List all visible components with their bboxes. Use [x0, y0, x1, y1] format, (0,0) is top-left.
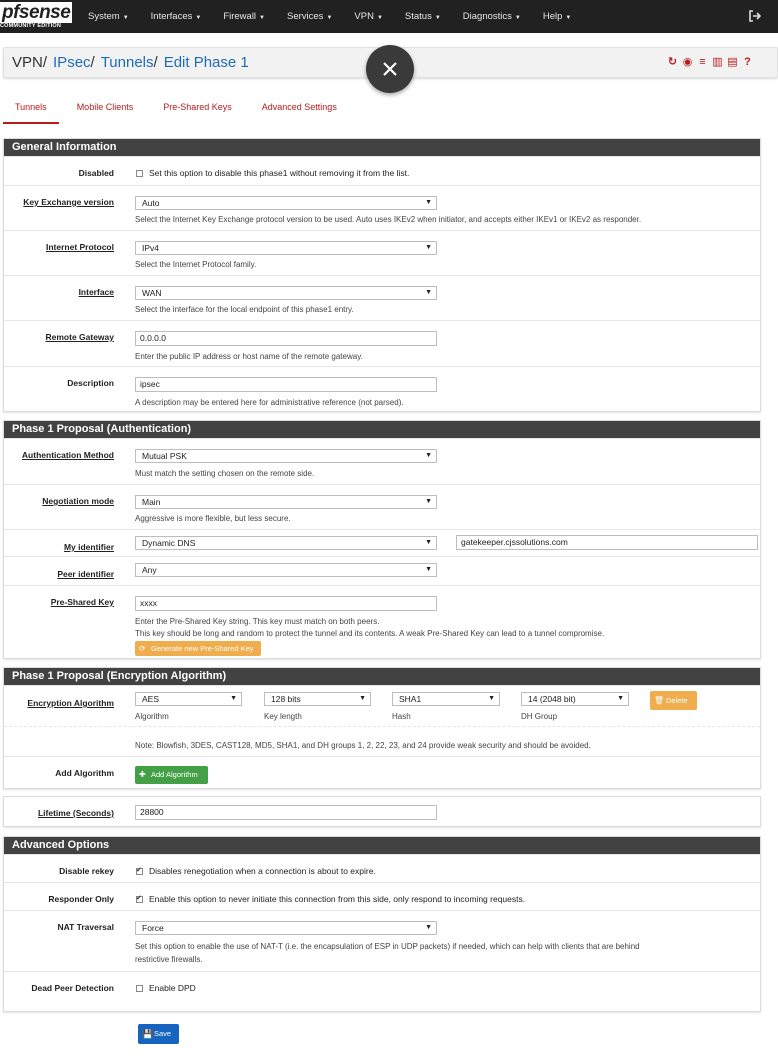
tab-advanced-settings[interactable]: Advanced Settings [261, 102, 337, 112]
dpd-checkbox[interactable] [136, 985, 143, 992]
caret-down-icon: ▼ [514, 15, 521, 21]
select-value: Any [142, 565, 157, 575]
breadcrumb-separator: / [42, 54, 48, 71]
nav-services[interactable] [287, 0, 332, 33]
button-label: Delete [666, 696, 688, 705]
panel-title: Phase 1 Proposal (Authentication) [4, 421, 760, 438]
nav-firewall[interactable] [223, 0, 265, 33]
settings-sliders-icon[interactable]: ≡ [699, 56, 706, 68]
caret-down-icon: ▼ [122, 15, 129, 21]
advanced-options-panel [3, 836, 761, 1012]
nav-status[interactable] [405, 0, 441, 33]
auth-method-label: Authentication Method [21, 450, 114, 460]
remote-gateway-label: Remote Gateway [45, 332, 114, 342]
stop-service-icon[interactable]: ◉ [682, 56, 693, 68]
caret-down-icon: ▼ [326, 15, 333, 21]
disable-rekey-checkbox[interactable] [136, 868, 143, 875]
responder-only-label: Responder Only [48, 894, 114, 904]
negotiation-mode-select[interactable] [135, 495, 437, 509]
caret-down-icon: ▼ [425, 566, 432, 573]
restart-service-icon[interactable]: ↻ [667, 56, 678, 68]
caret-down-icon: ▼ [425, 199, 432, 206]
my-identifier-label: My identifier [63, 542, 114, 552]
dpd-label: Dead Peer Detection [31, 983, 114, 993]
nat-traversal-select[interactable] [135, 921, 437, 935]
panel-title: General Information [4, 139, 760, 156]
caret-down-icon: ▼ [617, 695, 624, 702]
button-label: Generate new Pre-Shared Key [151, 644, 254, 653]
nav-label: Firewall [223, 11, 257, 22]
dh-group-sublabel: DH Group [521, 712, 558, 721]
caret-down-icon: ▼ [425, 289, 432, 296]
nav-system[interactable] [88, 0, 129, 33]
button-label: Save [154, 1029, 172, 1038]
caret-down-icon: ▼ [425, 924, 432, 931]
responder-only-checkbox[interactable] [136, 896, 143, 903]
caret-down-icon: ▼ [425, 452, 432, 459]
disabled-label: Disabled [78, 168, 114, 178]
logo-main-text: pfsense [2, 2, 71, 23]
key-length-select[interactable] [264, 692, 371, 706]
key-exchange-label: Key Exchange version [23, 197, 114, 207]
encryption-note-row [4, 726, 760, 756]
auth-method-help: Must match the setting chosen on the remote side. [135, 469, 315, 478]
add-algorithm-button[interactable] [135, 766, 208, 784]
key-exchange-help: Select the Internet Key Exchange protocol version to be used. Auto uses IKEv2 when initiator, and accepts either IKEv1 or IKEv2 as responder. [135, 215, 642, 224]
breadcrumb-edit-phase1[interactable]: Edit Phase 1 [163, 54, 249, 71]
negotiation-mode-row [4, 484, 760, 529]
peer-identifier-select[interactable] [135, 563, 437, 577]
psk-help-line1: Enter the Pre-Shared Key string. This key must match on both peers. [135, 617, 380, 626]
nav-vpn[interactable] [354, 0, 383, 33]
breadcrumb-icons [667, 57, 753, 68]
negotiation-mode-label: Negotiation mode [42, 496, 114, 506]
interface-label: Interface [78, 287, 114, 297]
caret-down-icon: ▼ [376, 15, 383, 21]
key-exchange-row [4, 185, 760, 230]
select-value: Mutual PSK [142, 451, 187, 461]
add-algorithm-label: Add Algorithm [55, 768, 114, 778]
logo-main [0, 2, 72, 24]
nav-label: Diagnostics [462, 11, 512, 22]
description-input[interactable]: ipsec [135, 377, 437, 392]
save-button[interactable] [138, 1024, 179, 1044]
interface-help: Select the interface for the local endpoint of this phase1 entry. [135, 305, 354, 314]
add-algorithm-row [4, 756, 760, 789]
interface-row [4, 275, 760, 320]
disabled-row [4, 156, 760, 185]
disabled-checkbox[interactable] [136, 170, 143, 177]
hash-select[interactable] [392, 692, 500, 706]
caret-down-icon: ▼ [488, 695, 495, 702]
nat-traversal-row [4, 910, 760, 971]
encryption-note: Note: Blowfish, 3DES, CAST128, MD5, SHA1, and DH groups 1, 2, 22, 23, and 24 provide weak security and should be avoided. [135, 741, 591, 750]
nav-help[interactable] [543, 0, 572, 33]
close-icon [382, 61, 398, 77]
psk-help-line2: This key should be long and random to protect the tunnel and its contents. A weak Pre-Shared Key can lead to a tunnel compromise. [135, 629, 605, 638]
logout-icon[interactable] [748, 9, 762, 23]
responder-only-text: Enable this option to never initiate this connection from this side, only respond to incoming requests. [149, 894, 526, 904]
select-value: WAN [142, 288, 162, 298]
internet-protocol-help: Select the Internet Protocol family. [135, 260, 257, 269]
nav-diagnostics[interactable] [463, 0, 521, 33]
encryption-algorithm-row [4, 685, 760, 726]
my-identifier-select[interactable] [135, 536, 437, 550]
pre-shared-key-row [4, 585, 760, 659]
select-value: Auto [142, 198, 160, 208]
trash-icon: 🗑 [654, 696, 665, 705]
nav-interfaces[interactable] [151, 0, 202, 33]
breadcrumb [12, 54, 249, 71]
interface-select[interactable] [135, 286, 437, 300]
tab-tunnels[interactable]: Tunnels [3, 98, 59, 124]
peer-identifier-row [4, 556, 760, 585]
internet-protocol-select[interactable] [135, 241, 437, 255]
close-button[interactable] [366, 45, 414, 93]
nav-label: Services [287, 11, 324, 22]
remote-gateway-input[interactable]: 0.0.0.0 [135, 331, 437, 346]
lifetime-input[interactable]: 28800 [135, 805, 437, 820]
phase1-encryption-panel [3, 667, 761, 789]
select-value: SHA1 [399, 694, 422, 704]
button-label: Add Algorithm [151, 770, 198, 779]
description-label: Description [67, 378, 114, 388]
internet-protocol-label: Internet Protocol [45, 242, 114, 252]
caret-down-icon: ▼ [425, 498, 432, 505]
nat-help-line1: Set this option to enable the use of NAT-T (i.e. the encapsulation of ESP in UDP packets) if needed, which can help with clients that are behind [135, 942, 640, 951]
breadcrumb-separator: / [90, 54, 95, 71]
peer-identifier-label: Peer identifier [57, 569, 114, 579]
generate-psk-button[interactable] [135, 641, 261, 656]
floppy-disk-icon: 💾 [142, 1029, 154, 1039]
responder-only-row [4, 882, 760, 910]
disable-rekey-row [4, 854, 760, 882]
log-icon[interactable]: ▤ [727, 56, 738, 68]
breadcrumb-separator: / [153, 54, 158, 71]
tab-bar [3, 98, 355, 124]
caret-down-icon: ▼ [425, 244, 432, 251]
pre-shared-key-input[interactable]: xxxx [135, 596, 437, 611]
pfsense-logo[interactable] [0, 4, 70, 30]
select-value: AES [142, 694, 160, 704]
pre-shared-key-label: Pre-Shared Key [50, 597, 114, 607]
logo-sub: COMMUNITY EDITION [0, 23, 62, 29]
nat-help-line2: restrictive firewalls. [135, 955, 203, 964]
caret-down-icon: ▼ [230, 695, 237, 702]
breadcrumb-tunnels[interactable]: Tunnels [100, 54, 154, 71]
breadcrumb-vpn: VPN [12, 54, 43, 71]
caret-down-icon: ▼ [425, 539, 432, 546]
plus-icon: ✚ [139, 770, 146, 779]
select-value: 128 bits [271, 694, 301, 704]
dead-peer-detection-row [4, 971, 760, 1012]
select-value: IPv4 [142, 243, 160, 253]
refresh-icon: ⟳ [139, 644, 146, 653]
status-graph-icon[interactable]: ▥ [712, 56, 723, 68]
general-information-panel [3, 138, 761, 412]
tab-mobile-clients[interactable]: Mobile Clients [76, 102, 134, 112]
top-navbar [0, 0, 778, 33]
nav-label: Help [542, 11, 563, 22]
disable-rekey-label: Disable rekey [59, 866, 114, 876]
breadcrumb-ipsec[interactable]: IPsec [53, 54, 91, 71]
caret-down-icon: ▼ [359, 695, 366, 702]
description-row [4, 366, 760, 412]
caret-down-icon: ▼ [434, 15, 441, 21]
disabled-text: Set this option to disable this phase1 without removing it from the list. [149, 168, 410, 178]
key-exchange-select[interactable] [135, 196, 437, 210]
caret-down-icon: ▼ [565, 15, 572, 21]
nav-menu [88, 0, 593, 33]
key-length-sublabel: Key length [264, 712, 302, 721]
caret-down-icon: ▼ [195, 15, 202, 21]
nav-label: VPN [354, 11, 374, 22]
auth-method-select[interactable] [135, 449, 437, 463]
auth-method-row [4, 438, 760, 484]
description-help: A description may be entered here for administrative reference (not parsed). [135, 398, 404, 407]
dpd-text: Enable DPD [149, 983, 196, 993]
caret-down-icon: ▼ [259, 15, 265, 21]
my-identifier-row [4, 529, 760, 556]
lifetime-panel [3, 796, 761, 827]
phase1-authentication-panel [3, 420, 761, 659]
nat-traversal-label: NAT Traversal [57, 922, 114, 932]
select-value: Main [142, 497, 161, 507]
panel-title: Phase 1 Proposal (Encryption Algorithm) [4, 668, 760, 685]
hash-sublabel: Hash [392, 712, 411, 721]
lifetime-label: Lifetime (Seconds) [37, 808, 114, 818]
algorithm-sublabel: Algorithm [135, 712, 169, 721]
select-value: Force [142, 923, 164, 933]
help-icon[interactable]: ? [744, 56, 751, 68]
select-value: 14 (2048 bit) [528, 694, 576, 704]
internet-protocol-row [4, 230, 760, 275]
disable-rekey-text: Disables renegotiation when a connection is about to expire. [149, 866, 376, 876]
delete-button[interactable] [650, 691, 697, 710]
negotiation-mode-help: Aggressive is more flexible, but less secure. [135, 514, 291, 523]
my-identifier-input[interactable]: gatekeeper.cjssolutions.com [456, 535, 758, 550]
remote-gateway-row [4, 320, 760, 366]
tab-pre-shared-keys[interactable]: Pre-Shared Keys [163, 102, 232, 112]
select-value: Dynamic DNS [142, 538, 196, 548]
nav-label: System [88, 11, 120, 22]
dh-group-select[interactable] [521, 692, 629, 706]
encryption-algorithm-label: Encryption Algorithm [27, 698, 114, 708]
remote-gateway-help: Enter the public IP address or host name of the remote gateway. [135, 352, 363, 361]
nav-label: Status [404, 11, 432, 22]
panel-title: Advanced Options [4, 837, 760, 854]
algorithm-select[interactable] [135, 692, 242, 706]
nav-label: Interfaces [150, 11, 193, 22]
